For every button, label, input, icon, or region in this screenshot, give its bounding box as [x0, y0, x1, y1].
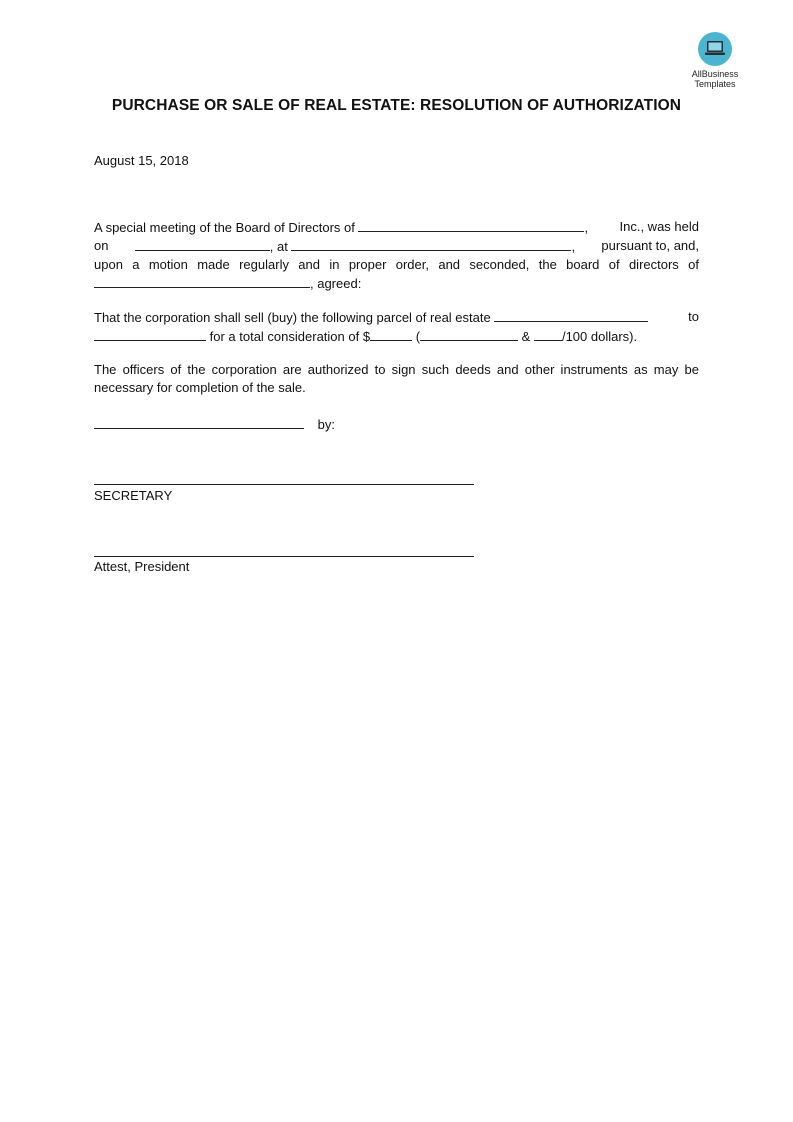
- at-text: , at: [269, 239, 288, 254]
- meeting-place-blank[interactable]: [291, 237, 571, 251]
- logo-text-line1: AllBusiness: [691, 69, 739, 79]
- comma-text-2: ,: [571, 239, 576, 254]
- meeting-intro-text: A special meeting of the Board of Directors of: [94, 220, 355, 235]
- officers-line-1: The officers of the corporation are authorized to sign such deeds and other instruments as may be: [94, 362, 699, 377]
- sale-line-1: [94, 308, 699, 327]
- meeting-line-2: [94, 237, 699, 256]
- document-title: PURCHASE OR SALE OF REAL ESTATE: RESOLUTION OF AUTHORIZATION: [111, 97, 682, 114]
- board-company-blank[interactable]: [94, 274, 310, 288]
- logo-text-line2: Templates: [694, 79, 736, 89]
- to-text: to: [688, 309, 699, 324]
- meeting-line-1: [94, 218, 699, 237]
- meeting-line-3: upon a motion made regularly and in proper order, and seconded, the board of directors of: [94, 257, 699, 272]
- amount-words-blank[interactable]: [420, 327, 518, 341]
- secretary-signature-line[interactable]: [94, 484, 474, 485]
- on-text: on: [94, 238, 109, 253]
- president-signature-line[interactable]: [94, 556, 474, 557]
- sale-intro-text: That the corporation shall sell (buy) the following parcel of real estate: [94, 310, 491, 325]
- agreed-text: , agreed:: [310, 276, 362, 291]
- meeting-paragraph: [94, 218, 699, 293]
- sale-paragraph: [94, 308, 699, 346]
- comma-text: ,: [584, 220, 589, 235]
- was-held-text: Inc., was held: [619, 219, 699, 234]
- consideration-text: for a total consideration of $: [209, 329, 371, 344]
- dollars-text: /100 dollars).: [561, 329, 638, 344]
- cents-blank[interactable]: [534, 327, 562, 341]
- dollar-amount-blank[interactable]: [370, 327, 412, 341]
- laptop-icon: [704, 40, 726, 58]
- allbusiness-logo: [683, 32, 747, 89]
- meeting-date-blank[interactable]: [135, 237, 270, 251]
- logo-badge: [698, 32, 732, 66]
- company-name-blank[interactable]: [358, 218, 584, 232]
- president-label: Attest, President: [94, 559, 190, 574]
- open-paren-text: (: [415, 329, 421, 344]
- secretary-label: SECRETARY: [94, 488, 173, 503]
- pursuant-text: pursuant to, and,: [601, 238, 699, 253]
- buyer-blank[interactable]: [94, 327, 206, 341]
- sale-line-2: [94, 327, 699, 346]
- document-date: August 15, 2018: [94, 153, 189, 168]
- ampersand-text: &: [521, 329, 531, 344]
- by-name-blank[interactable]: [94, 415, 304, 429]
- real-estate-blank[interactable]: [494, 308, 648, 322]
- officers-line-2: necessary for completion of the sale.: [94, 380, 306, 395]
- meeting-line-4: [94, 274, 699, 293]
- by-line: [94, 415, 699, 434]
- by-label: by:: [317, 417, 335, 432]
- officers-paragraph: [94, 361, 699, 397]
